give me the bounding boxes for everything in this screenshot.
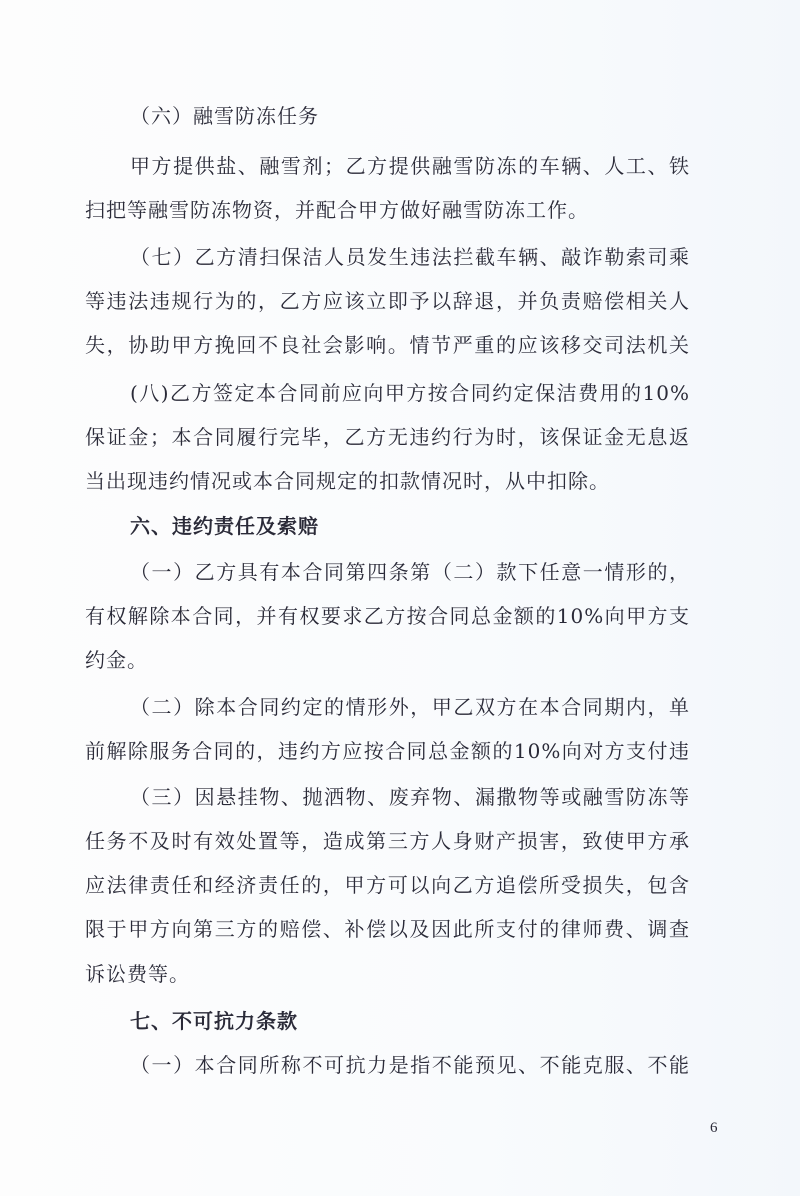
paragraph-line: 有权解除本合同，并有权要求乙方按合同总金额的10%向甲方支 xyxy=(85,604,690,628)
paragraph-line: （二）除本合同约定的情形外，甲乙双方在本合同期内，单 xyxy=(130,695,690,719)
paragraph-line: 保证金；本合同履行完毕，乙方无违约行为时，该保证金无息返 xyxy=(85,425,690,449)
paragraph-line: （七）乙方清扫保洁人员发生违法拦截车辆、敲诈勒索司乘 xyxy=(130,245,690,269)
page-number: 6 xyxy=(710,1120,718,1136)
paragraph-line: 任务不及时有效处置等，造成第三方人身财产损害，致使甲方承 xyxy=(85,829,690,853)
paragraph-line: 前解除服务合同的，违约方应按合同总金额的10%向对方支付违 xyxy=(85,739,690,763)
section-heading: 七、不可抗力条款 xyxy=(130,1009,298,1033)
paragraph-line: （一）本合同所称不可抗力是指不能预见、不能克服、不能 xyxy=(130,1053,690,1077)
paragraph-line: 应法律责任和经济责任的，甲方可以向乙方追偿所受损失，包含 xyxy=(85,873,690,897)
paragraph-line: （一）乙方具有本合同第四条第（二）款下任意一情形的， xyxy=(130,560,690,584)
paragraph-line: 限于甲方向第三方的赔偿、补偿以及因此所支付的律师费、调查 xyxy=(85,917,690,941)
paragraph-line: (八)乙方签定本合同前应向甲方按合同约定保洁费用的10% xyxy=(130,381,690,405)
paragraph-line: （三）因悬挂物、抛洒物、废弃物、漏撒物等或融雪防冻等 xyxy=(130,785,690,809)
subsection-title: （六）融雪防冻任务 xyxy=(130,104,319,128)
paragraph-line: 失，协助甲方挽回不良社会影响。情节严重的应该移交司法机关 xyxy=(85,333,690,357)
paragraph-line: 诉讼费等。 xyxy=(85,962,190,986)
paragraph-line: 当出现违约情况或本合同规定的扣款情况时，从中扣除。 xyxy=(85,469,610,493)
paragraph-line: 约金。 xyxy=(85,648,148,672)
paragraph-line: 甲方提供盐、融雪剂；乙方提供融雪防冻的车辆、人工、铁 xyxy=(130,154,690,178)
paragraph-line: 扫把等融雪防冻物资，并配合甲方做好融雪防冻工作。 xyxy=(85,198,589,222)
section-heading: 六、违约责任及索赔 xyxy=(130,514,319,538)
paragraph-line: 等违法违规行为的，乙方应该立即予以辞退，并负责赔偿相关人 xyxy=(85,289,690,313)
